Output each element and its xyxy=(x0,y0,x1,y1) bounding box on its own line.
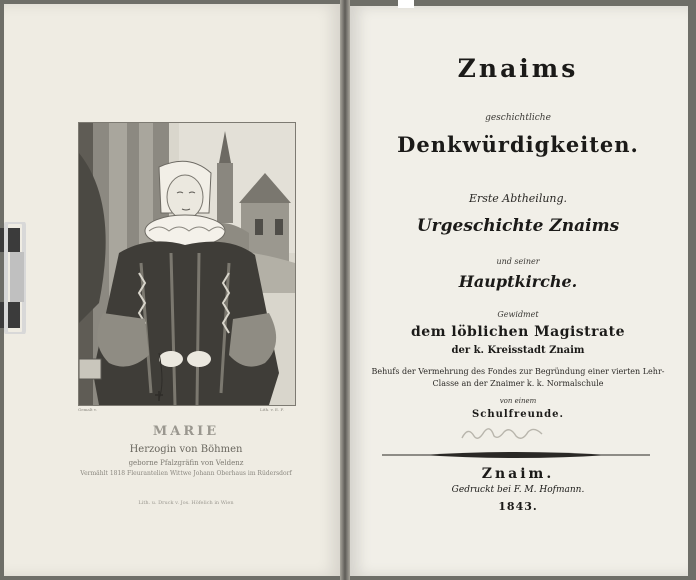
paper-tab xyxy=(398,0,414,8)
part-label: Erste Abtheilung. xyxy=(468,192,568,205)
title-main: Denkwürdigkeiten. xyxy=(397,132,639,157)
imprint-year: 1843. xyxy=(498,500,538,513)
portrait-engraving xyxy=(78,122,296,406)
engraver-credit-right: Lith. v. E. F. xyxy=(260,407,284,412)
portrait-caption-description: Vermählt 1818 Fleurantelien Wittwe Johann Oberhaus im Rüdersdorf xyxy=(80,470,292,477)
portrait-caption-title: Herzogin von Böhmen xyxy=(129,444,243,455)
handwritten-signature xyxy=(458,422,548,444)
title-qualifier: geschichtliche xyxy=(485,113,551,123)
author-line: Schulfreunde. xyxy=(472,409,564,420)
by-line: von einem xyxy=(499,397,537,405)
imprint-place: Znaim. xyxy=(481,466,555,482)
dedication-word: Gewidmet xyxy=(497,310,539,319)
city-line: der k. Kreisstadt Znaim xyxy=(451,345,585,356)
part-title: Urgeschichte Znaims xyxy=(416,216,620,236)
church-title: Hauptkirche. xyxy=(458,272,578,291)
portrait-caption-press: Lith. u. Druck v. Jos. Höfelich in Wien xyxy=(138,500,234,506)
imprint-printer: Gedruckt bei F. M. Hofmann. xyxy=(451,485,585,495)
title-town: Znaims xyxy=(457,54,579,83)
portrait-caption-name: MARIE xyxy=(152,424,220,439)
connector-text: und seiner xyxy=(496,257,540,266)
portrait-caption-birth: geborne Pfalzgräfin von Veldenz xyxy=(128,459,244,467)
engraver-credit-left: Gemalt v. xyxy=(78,407,97,412)
binder-clip-icon xyxy=(0,222,28,334)
purpose-text: Behufs der Vermehrung des Fondes zur Begründung einer vierten Lehr-Classe an der Znaimer k. k. Normalschule xyxy=(371,367,665,388)
dedicatee: dem löblichen Magistrate xyxy=(411,324,625,340)
ornamental-rule xyxy=(382,449,650,461)
